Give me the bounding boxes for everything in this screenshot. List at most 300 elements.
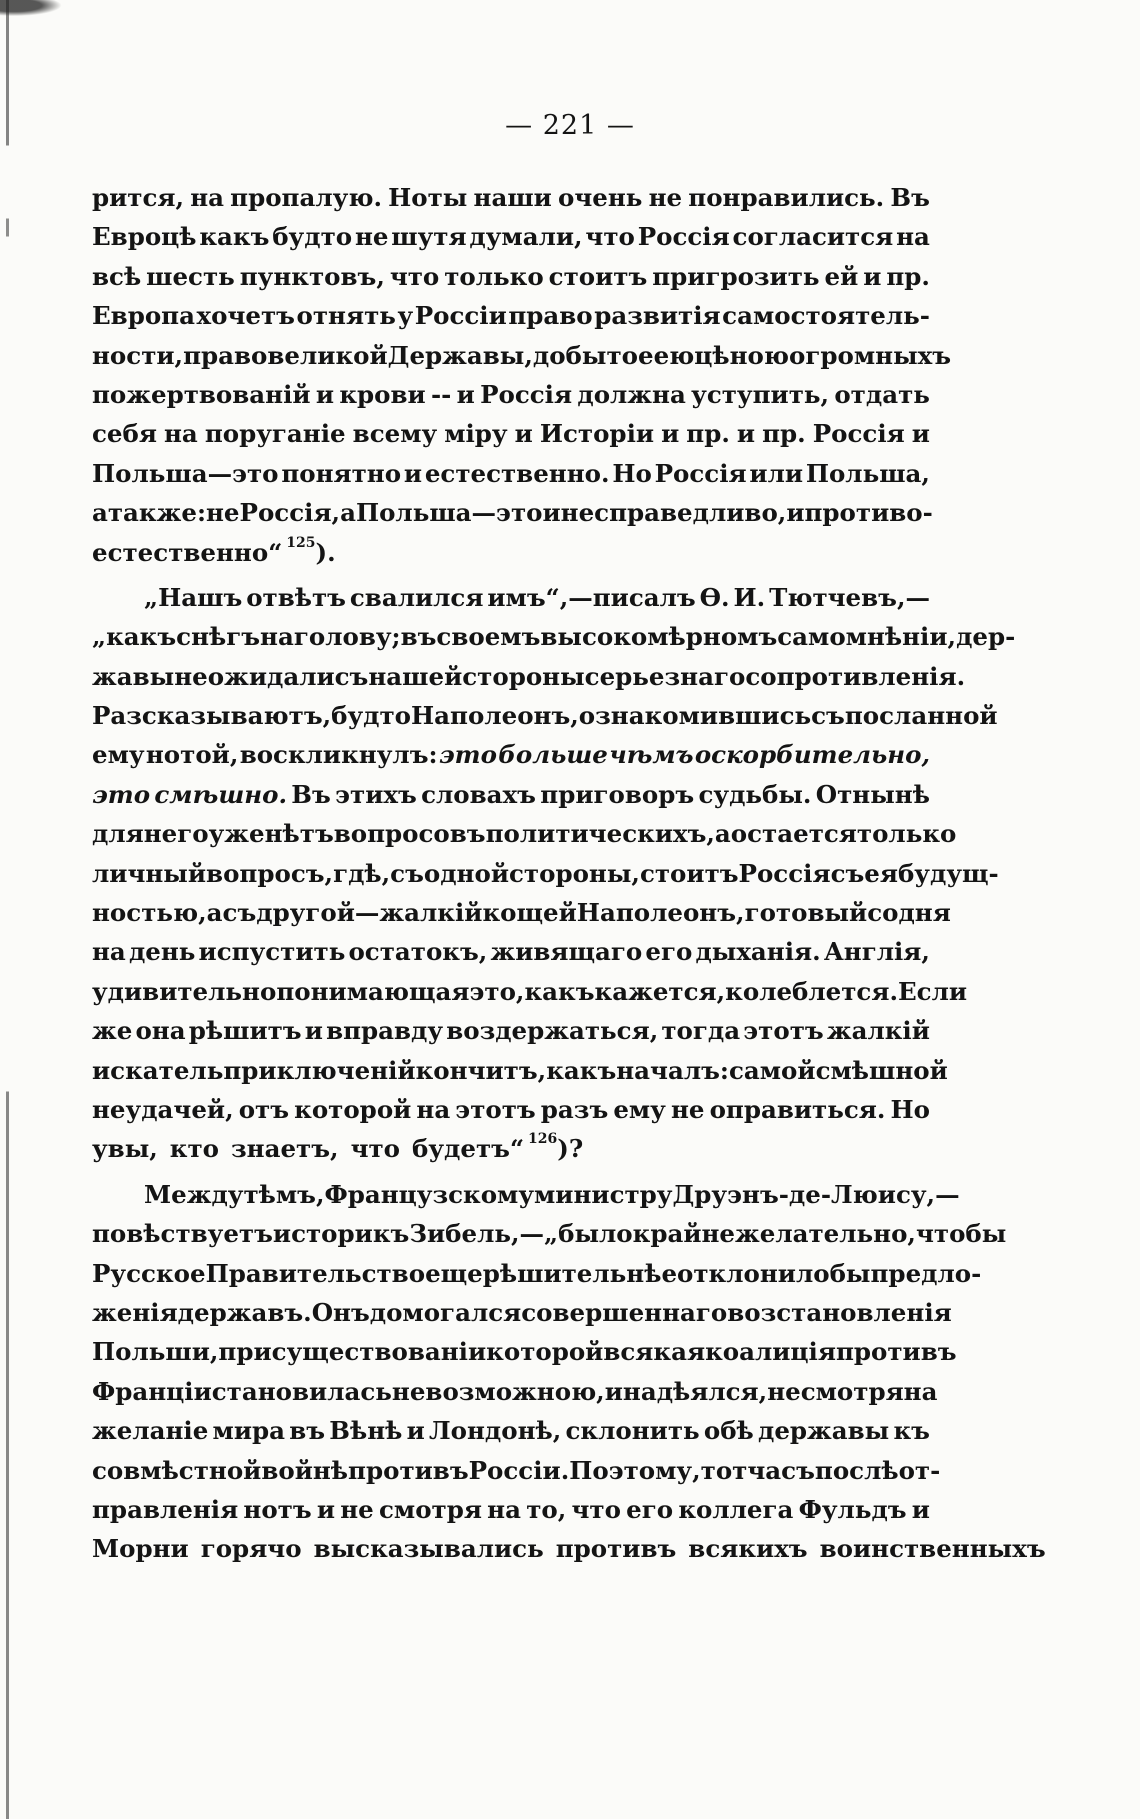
word: понимающая xyxy=(276,976,470,1006)
word: думали, xyxy=(469,222,583,252)
word: на xyxy=(163,419,198,449)
word: не xyxy=(174,661,208,691)
word: цѣною xyxy=(694,340,790,370)
word: министру xyxy=(534,1179,673,1209)
word: у xyxy=(397,301,414,331)
word: невозможною, xyxy=(391,1376,605,1406)
word: Европа xyxy=(92,301,195,331)
word: а xyxy=(206,898,223,928)
word: существованіи xyxy=(271,1337,487,1367)
word: личный xyxy=(92,858,207,888)
text-line xyxy=(92,533,930,572)
word: и xyxy=(736,419,756,449)
text-line xyxy=(92,617,1016,656)
word: Зибель,—„было xyxy=(409,1219,633,1249)
word: гдѣ, xyxy=(333,858,391,888)
word: державы xyxy=(758,1416,890,1446)
word: вопросовъ xyxy=(333,819,486,849)
word: дня xyxy=(898,898,951,928)
word: Отнынѣ xyxy=(815,779,930,809)
word: съ xyxy=(222,898,257,928)
word: Россія xyxy=(812,419,905,449)
text-line xyxy=(92,1051,948,1090)
word: коалиція xyxy=(705,1337,836,1367)
word: право xyxy=(508,301,593,331)
word: съ xyxy=(334,661,369,691)
word: съ xyxy=(811,701,845,731)
word: наши xyxy=(473,183,552,212)
word: воздержаться, xyxy=(446,1016,659,1046)
page-number: — 221 — xyxy=(505,110,635,141)
word: свалился xyxy=(349,582,484,612)
word: согласится xyxy=(732,222,894,252)
word: развитія xyxy=(594,301,721,331)
word: въ xyxy=(400,622,437,652)
word: другой—жалкій xyxy=(256,898,483,928)
word: на xyxy=(416,1094,451,1124)
text-line xyxy=(92,217,930,256)
word: какъ xyxy=(524,976,595,1006)
word: искатель xyxy=(92,1055,224,1085)
word: что xyxy=(350,1134,401,1164)
word: приключеній xyxy=(223,1055,416,1085)
word: сопротивленія. xyxy=(745,661,966,691)
word: съ xyxy=(390,858,424,888)
word: что xyxy=(389,261,440,291)
word: себя xyxy=(92,419,157,449)
word: неудачей, xyxy=(92,1094,234,1124)
footnote-ref: 126 xyxy=(528,1131,558,1148)
word: высокомѣрномъ xyxy=(540,622,778,652)
text-line xyxy=(92,336,952,375)
text-line xyxy=(92,932,930,971)
word: на xyxy=(190,183,224,212)
text-line xyxy=(92,1451,941,1490)
word: Россія xyxy=(480,379,573,409)
word: отъ xyxy=(238,1094,290,1124)
word: тотчасъ xyxy=(700,1455,815,1485)
word: жавы xyxy=(92,661,175,691)
word: и xyxy=(316,1494,336,1524)
word: Польша—это xyxy=(92,458,279,488)
word: державъ. xyxy=(177,1297,312,1327)
word: и xyxy=(456,379,475,409)
word: на xyxy=(92,937,126,967)
word: крови xyxy=(339,379,426,409)
paragraph xyxy=(92,1175,1046,1569)
word: міру xyxy=(444,419,508,449)
text-line xyxy=(92,178,930,217)
word: и xyxy=(315,379,335,409)
word: всякихъ xyxy=(688,1534,808,1564)
word: естественно“ xyxy=(92,537,283,567)
word: это xyxy=(438,740,497,770)
text-line xyxy=(92,1129,930,1168)
word: противъ xyxy=(835,1337,957,1367)
word: пр. xyxy=(762,419,806,449)
word: пропалую. xyxy=(230,183,382,212)
text-line xyxy=(92,296,930,335)
text-line xyxy=(92,854,999,893)
word: предло- xyxy=(870,1258,982,1288)
word: противъ xyxy=(348,1455,469,1485)
word: съ xyxy=(830,858,865,888)
word: становилась xyxy=(211,1376,392,1406)
word: чѣмъ xyxy=(609,740,694,770)
text-line xyxy=(92,1175,960,1214)
word: смотря xyxy=(379,1494,482,1524)
word: и xyxy=(911,419,930,449)
word: уже xyxy=(208,819,265,849)
word: удивительно xyxy=(92,976,277,1006)
word: а xyxy=(92,498,108,528)
text-line xyxy=(92,257,930,296)
word: ему xyxy=(613,1094,666,1124)
word: на xyxy=(896,222,930,252)
word: „Нашъ xyxy=(144,582,243,612)
word: не xyxy=(670,1094,705,1124)
word: шесть xyxy=(146,261,235,291)
word: „какъ xyxy=(92,622,177,652)
word: и xyxy=(786,498,805,528)
word: ожидали xyxy=(207,661,335,691)
word: какъ xyxy=(199,222,270,252)
word: на xyxy=(487,1494,521,1524)
word: отклонило xyxy=(677,1258,830,1288)
text-line xyxy=(92,1529,1046,1568)
text-line xyxy=(92,1254,982,1293)
word: началъ: xyxy=(616,1055,729,1085)
word: больше xyxy=(498,740,608,770)
word: не xyxy=(354,222,389,252)
word: Лондонѣ, xyxy=(428,1416,562,1446)
word: великой xyxy=(267,340,388,370)
word: и xyxy=(406,1416,425,1446)
word: -- xyxy=(430,379,452,409)
word: ). xyxy=(315,537,336,567)
word: и xyxy=(661,419,680,449)
word: одной xyxy=(423,858,510,888)
word: самостоятель- xyxy=(722,301,930,331)
text-line xyxy=(92,735,930,774)
word: его xyxy=(645,937,693,967)
word: ностью, xyxy=(92,898,207,928)
text-line xyxy=(92,1372,938,1411)
word: него xyxy=(143,819,209,849)
word: всякая xyxy=(603,1337,706,1367)
word: желательно, xyxy=(735,1219,916,1249)
word: коллега xyxy=(678,1494,794,1524)
word: хочетъ xyxy=(196,301,295,331)
text-line xyxy=(92,1490,930,1529)
word: что xyxy=(571,1494,621,1524)
word: или xyxy=(749,458,804,488)
word: не xyxy=(767,1376,801,1406)
word: нотъ xyxy=(243,1494,312,1524)
word: колеблется. xyxy=(725,976,898,1006)
word: Между xyxy=(144,1179,244,1209)
word: Но xyxy=(890,1094,930,1124)
word: Морни xyxy=(92,1534,189,1564)
word: оскорбительно, xyxy=(694,740,930,770)
text-line xyxy=(92,1332,957,1371)
text-line xyxy=(92,454,930,493)
word: от- xyxy=(898,1455,941,1485)
word: на xyxy=(260,622,294,652)
word: смотря xyxy=(800,1376,904,1406)
word: огромныхъ xyxy=(789,340,952,370)
word: она xyxy=(135,1016,186,1046)
word: для xyxy=(92,819,144,849)
word: будетъ“ xyxy=(412,1134,525,1164)
word: самомнѣніи, xyxy=(777,622,957,652)
word: не xyxy=(648,183,683,212)
word: со xyxy=(867,898,899,928)
word: Поэтому, xyxy=(569,1455,701,1485)
text-line xyxy=(92,578,930,617)
word: тѣмъ, xyxy=(243,1179,325,1209)
word: очень xyxy=(558,183,643,212)
word: остатокъ, xyxy=(348,937,488,967)
word: не xyxy=(340,1494,374,1524)
word: и xyxy=(542,498,561,528)
word: историкъ xyxy=(272,1219,410,1249)
word: Ноты xyxy=(388,183,468,212)
word: приговоръ xyxy=(540,779,695,809)
word: нашей xyxy=(368,661,463,691)
word: его xyxy=(626,1494,674,1524)
word: противо- xyxy=(804,498,933,528)
word: снѣгъ xyxy=(176,622,261,652)
word: и xyxy=(911,1494,930,1524)
word: Державы, xyxy=(387,340,533,370)
word: стороны xyxy=(462,661,585,691)
word: бы xyxy=(829,1258,871,1288)
word: Правительство xyxy=(205,1258,426,1288)
word: высказывались xyxy=(313,1534,544,1564)
text-line xyxy=(92,893,951,932)
word: остается xyxy=(730,819,857,849)
word: стороны, xyxy=(509,858,640,888)
word: чтобы xyxy=(915,1219,1007,1249)
word: Россіи. xyxy=(468,1455,570,1485)
word: политическихъ, xyxy=(485,819,715,849)
word: только xyxy=(856,819,957,849)
word: а xyxy=(340,498,356,528)
word: Русское xyxy=(92,1258,206,1288)
word: всѣ xyxy=(92,261,142,291)
word: должна xyxy=(577,379,686,409)
word: а xyxy=(714,819,731,849)
word: ей xyxy=(824,261,859,291)
word: оправиться. xyxy=(709,1094,886,1124)
word: ея xyxy=(864,858,898,888)
word: какъ xyxy=(546,1055,617,1085)
word: и xyxy=(304,1016,323,1046)
word: всему xyxy=(352,419,438,449)
word: совмѣстной xyxy=(92,1455,262,1485)
word: мира xyxy=(212,1416,285,1446)
word: будущ- xyxy=(897,858,999,888)
word: отвѣтъ xyxy=(246,582,346,612)
word: смѣшно. xyxy=(154,779,287,809)
word: поруганіе xyxy=(204,419,346,449)
word: судьбы. xyxy=(698,779,812,809)
word: въ xyxy=(289,1416,326,1446)
word: стоитъ xyxy=(639,858,739,888)
word: шутя xyxy=(391,222,467,252)
word: это xyxy=(92,779,151,809)
word: кажется, xyxy=(594,976,726,1006)
word: которой xyxy=(486,1337,604,1367)
scan-artifact xyxy=(0,0,70,18)
text-line xyxy=(92,375,930,414)
scan-edge xyxy=(6,0,9,1819)
word: Польша—это xyxy=(355,498,543,528)
word: Россія xyxy=(654,458,747,488)
text-line xyxy=(92,657,966,696)
word: Англія, xyxy=(823,937,930,967)
word: пригрозить xyxy=(652,261,820,291)
word: этотъ xyxy=(743,1016,824,1046)
word: Но xyxy=(612,458,652,488)
word: пунктовъ, xyxy=(239,261,385,291)
word: будто xyxy=(272,222,353,252)
word: голову; xyxy=(293,622,401,652)
word: отнять xyxy=(296,301,396,331)
word: Франціи xyxy=(92,1376,212,1406)
word: естественно. xyxy=(424,458,610,488)
word: которой xyxy=(294,1094,412,1124)
word: на xyxy=(903,1376,938,1406)
word: Польша, xyxy=(805,458,930,488)
word: рѣшитъ xyxy=(188,1016,302,1046)
word: и xyxy=(514,419,533,449)
text-line xyxy=(92,414,930,453)
word: повѣствуетъ xyxy=(92,1219,273,1249)
word: ознакомившись xyxy=(578,701,812,731)
word: кощей xyxy=(482,898,577,928)
word: Польши, xyxy=(92,1337,219,1367)
word: еще xyxy=(425,1258,483,1288)
word: серьезнаго xyxy=(584,661,746,691)
word: Евроцѣ xyxy=(92,222,197,252)
word: Наполеонъ, xyxy=(411,701,579,731)
body-text xyxy=(92,178,1046,1569)
word: пр. xyxy=(886,261,930,291)
word: стоитъ xyxy=(548,261,648,291)
text-line xyxy=(92,1214,1007,1253)
word: надѣялся, xyxy=(622,1376,768,1406)
word: тогда xyxy=(661,1016,741,1046)
word: своемъ xyxy=(436,622,541,652)
word: что xyxy=(585,222,635,252)
word: ности, xyxy=(92,340,184,370)
word: разъ xyxy=(540,1094,609,1124)
word: день xyxy=(128,937,196,967)
word: ему xyxy=(92,740,145,770)
word: къ xyxy=(893,1416,930,1446)
text-line xyxy=(92,696,998,735)
word: Если xyxy=(897,976,968,1006)
word: этихъ xyxy=(335,779,417,809)
word: рѣшительнѣе xyxy=(482,1258,678,1288)
word: будто xyxy=(331,701,412,731)
word: и xyxy=(604,1376,623,1406)
word: право xyxy=(183,340,268,370)
word: понравились. xyxy=(688,183,885,212)
word: воскликнулъ: xyxy=(239,740,438,770)
text-line xyxy=(92,972,968,1011)
word: склонить xyxy=(565,1416,700,1446)
word: Вѣнѣ xyxy=(329,1416,403,1446)
word: пожертвованій xyxy=(92,379,311,409)
paragraph xyxy=(92,578,1016,1169)
word: Онъ xyxy=(311,1297,370,1327)
word: нѣтъ xyxy=(264,819,334,849)
word: не xyxy=(206,498,240,528)
word: Фульдъ xyxy=(798,1494,907,1524)
word: отдать xyxy=(834,379,930,409)
word: Наполеонъ, xyxy=(576,898,745,928)
word: горячо xyxy=(200,1534,302,1564)
word: уступить, xyxy=(691,379,830,409)
word: знаетъ, xyxy=(231,1134,339,1164)
text-line xyxy=(92,1293,952,1332)
word: Исторіи xyxy=(539,419,655,449)
word: кто xyxy=(169,1134,220,1164)
word: и xyxy=(403,458,423,488)
word: Ѳ. xyxy=(699,582,730,612)
word: пр. xyxy=(686,419,730,449)
word: имъ“,—писалъ xyxy=(487,582,696,612)
word: несправедливо, xyxy=(560,498,787,528)
word: Друэнъ-де-Люису,— xyxy=(672,1179,960,1209)
word: и xyxy=(863,261,882,291)
word: этотъ xyxy=(455,1094,536,1124)
word: самой xyxy=(728,1055,816,1085)
word: дыханія. xyxy=(695,937,821,967)
word: только xyxy=(444,261,544,291)
word: Французскому xyxy=(324,1179,535,1209)
word: рится, xyxy=(92,183,185,212)
word: Тютчевъ,— xyxy=(769,582,930,612)
word: посланной xyxy=(844,701,998,731)
text-line xyxy=(92,775,930,814)
word: добытое xyxy=(532,340,654,370)
word: женія xyxy=(92,1297,178,1327)
word: домогался xyxy=(369,1297,522,1327)
word: совершеннаго xyxy=(521,1297,728,1327)
word: противъ xyxy=(555,1534,677,1564)
word: живящаго xyxy=(490,937,643,967)
word: войнѣ xyxy=(261,1455,349,1485)
text-line xyxy=(92,1411,930,1450)
word: Россія xyxy=(738,858,831,888)
word: понятно xyxy=(281,458,402,488)
word: Россія, xyxy=(239,498,341,528)
word: возстановленія xyxy=(727,1297,952,1327)
word: же xyxy=(92,1016,133,1046)
word: правленія xyxy=(92,1494,239,1524)
word: словахъ xyxy=(421,779,536,809)
word: обѣ xyxy=(703,1416,754,1446)
word: Въ xyxy=(890,183,930,212)
footnote-ref: 125 xyxy=(286,534,316,551)
word: при xyxy=(218,1337,272,1367)
word: Россія xyxy=(637,222,730,252)
word: Разсказываютъ, xyxy=(92,701,332,731)
